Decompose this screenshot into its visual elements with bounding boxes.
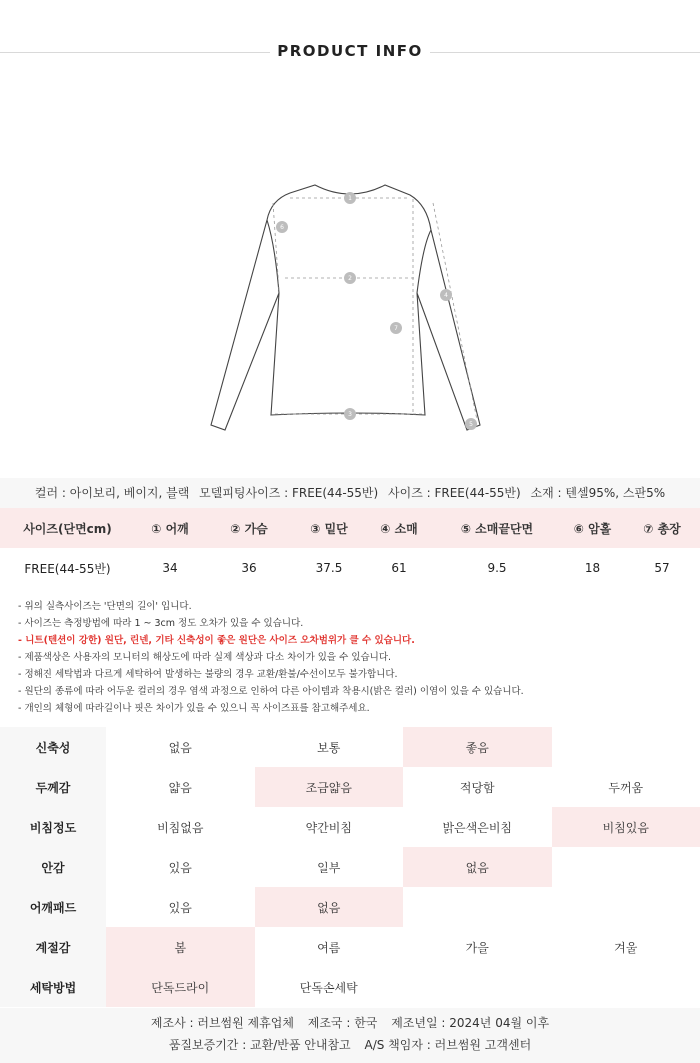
feature-row-shoulder-pad xyxy=(0,887,700,927)
feature-option: 일부 xyxy=(317,860,341,875)
section-title: PRODUCT INFO xyxy=(277,42,423,60)
size-table xyxy=(0,508,700,588)
feature-option xyxy=(552,887,700,927)
feature-option xyxy=(403,967,552,1007)
notes-list xyxy=(18,598,688,717)
marker-4 xyxy=(440,289,452,301)
manufacture-date: 제조년일 : 2024년 04월 이후 xyxy=(391,1016,550,1030)
feature-option-selected: 좋음 xyxy=(403,727,552,767)
size-header-cell: ② 가슴 xyxy=(230,521,268,536)
note-item: - 개인의 체형에 따라길이나 핏은 차이가 있을 수 있으니 꼭 사이즈표를 참고해주세요. xyxy=(18,703,370,714)
size-header-cell: ④ 소매 xyxy=(380,521,418,536)
feature-option: 없음 xyxy=(168,740,192,755)
svg-text:3: 3 xyxy=(348,411,352,418)
feature-option xyxy=(552,967,700,1007)
feature-option: 적당함 xyxy=(459,780,495,795)
feature-option: 겨울 xyxy=(614,940,638,955)
feature-option-selected: 조금얇음 xyxy=(255,767,404,807)
size-value-cell: 61 xyxy=(391,561,407,575)
size-header-cell: 사이즈(단면cm) xyxy=(23,521,112,536)
feature-option: 있음 xyxy=(168,860,192,875)
svg-text:4: 4 xyxy=(444,292,448,299)
size-value-cell: FREE(44-55반) xyxy=(24,561,111,576)
feature-option xyxy=(403,887,552,927)
size-header-cell: ⑥ 암홀 xyxy=(573,521,612,536)
feature-option: 얇음 xyxy=(168,780,192,795)
feature-option: 밝은색은비침 xyxy=(442,820,513,835)
feature-row-stretch xyxy=(0,727,700,767)
marker-3 xyxy=(344,408,356,420)
header-divider-left xyxy=(0,52,270,53)
feature-option: 두꺼움 xyxy=(608,780,644,795)
note-item-warning: - 니트(텐션이 강한) 원단, 린넨, 기타 신축성이 좋은 원단은 사이즈 오차범위가 클 수 있습니다. xyxy=(18,635,415,646)
note-item: - 위의 실측사이즈는 '단면의 길이' 입니다. xyxy=(18,601,192,612)
size-header-cell: ⑦ 총장 xyxy=(643,521,681,536)
size-table-row xyxy=(0,548,700,588)
color-info: 컬러 : 아이보리, 베이지, 블랙 xyxy=(34,486,190,500)
feature-row-lining xyxy=(0,847,700,887)
note-item: - 원단의 종류에 따라 어두운 컬러의 경우 염색 과정으로 인하여 다른 아이템과 착용시(밝은 컬러) 이염이 있을 수 있습니다. xyxy=(18,686,524,697)
feature-label: 세탁방법 xyxy=(0,967,106,1007)
feature-label: 신축성 xyxy=(0,727,106,767)
manufacturer-info xyxy=(0,1008,700,1063)
size-value-cell: 36 xyxy=(241,561,257,575)
feature-label: 두께감 xyxy=(0,767,106,807)
footer-line-1 xyxy=(0,1012,700,1034)
marker-7 xyxy=(390,322,402,334)
garment-outline xyxy=(211,185,480,430)
feature-label: 계절감 xyxy=(0,927,106,967)
material-info: 소재 : 텐셀95%, 스판5% xyxy=(530,486,666,500)
feature-label: 비침정도 xyxy=(0,807,106,847)
note-item: - 제품색상은 사용자의 모니터의 해상도에 따라 실제 색상과 다소 차이가 있을 수 있습니다. xyxy=(18,652,392,663)
marker-6 xyxy=(276,221,288,233)
feature-option: 비침없음 xyxy=(157,820,204,835)
feature-option-selected: 비침있음 xyxy=(552,807,700,847)
size-value-cell: 57 xyxy=(654,561,670,575)
size-header-cell: ① 어깨 xyxy=(151,521,189,536)
feature-option: 약간비침 xyxy=(305,820,352,835)
feature-option-selected: 봄 xyxy=(106,927,255,967)
svg-text:6: 6 xyxy=(280,224,284,231)
feature-option-selected: 단독드라이 xyxy=(106,967,255,1007)
garment-measurement-illustration xyxy=(195,175,495,440)
feature-row-season xyxy=(0,927,700,967)
feature-option: 있음 xyxy=(168,900,192,915)
note-item: - 정해진 세탁법과 다르게 세탁하여 발생하는 불량의 경우 교환/환불/수선이모두 불가합니다. xyxy=(18,669,398,680)
marker-2 xyxy=(344,272,356,284)
model-size-info: 모델피팅사이즈 : FREE(44-55반) xyxy=(199,486,379,500)
size-header-cell: ③ 밑단 xyxy=(310,521,348,536)
feature-row-thickness xyxy=(0,767,700,807)
marker-1 xyxy=(344,192,356,204)
svg-text:7: 7 xyxy=(394,325,398,332)
size-value-cell: 9.5 xyxy=(487,561,507,575)
size-info: 사이즈 : FREE(44-55반) xyxy=(388,486,521,500)
header-divider-right xyxy=(430,52,700,53)
feature-option xyxy=(552,847,700,887)
svg-text:5: 5 xyxy=(469,421,473,428)
feature-label: 안감 xyxy=(0,847,106,887)
feature-option xyxy=(552,727,700,767)
feature-row-washing xyxy=(0,967,700,1007)
feature-table xyxy=(0,727,700,1007)
as-contact: A/S 책임자 : 러브썸원 고객센터 xyxy=(364,1038,532,1052)
size-header-cell: ⑤ 소매끝단면 xyxy=(460,521,534,536)
svg-text:1: 1 xyxy=(348,195,352,202)
size-value-cell: 18 xyxy=(584,561,601,575)
size-value-cell: 37.5 xyxy=(315,561,343,575)
product-summary-line xyxy=(0,478,700,508)
marker-5 xyxy=(465,418,477,430)
svg-text:2: 2 xyxy=(348,275,352,282)
feature-option-selected: 없음 xyxy=(403,847,552,887)
feature-option: 가을 xyxy=(465,940,489,955)
feature-label: 어깨패드 xyxy=(0,887,106,927)
feature-option: 보통 xyxy=(317,740,341,755)
country-of-origin: 제조국 : 한국 xyxy=(307,1016,378,1030)
section-header xyxy=(0,0,700,106)
manufacturer: 제조사 : 러브썸원 제휴업체 xyxy=(150,1016,294,1030)
size-value-cell: 34 xyxy=(162,561,178,575)
note-item: - 사이즈는 측정방법에 따라 1 ~ 3cm 정도 오차가 있을 수 있습니다. xyxy=(18,618,304,629)
feature-option: 여름 xyxy=(317,940,341,955)
warranty-period: 품질보증기간 : 교환/반품 안내참고 xyxy=(168,1038,351,1052)
feature-option-selected: 없음 xyxy=(255,887,404,927)
feature-option: 단독손세탁 xyxy=(299,980,358,995)
feature-row-sheerness xyxy=(0,807,700,847)
footer-line-2 xyxy=(0,1034,700,1056)
size-table-header xyxy=(0,508,700,548)
